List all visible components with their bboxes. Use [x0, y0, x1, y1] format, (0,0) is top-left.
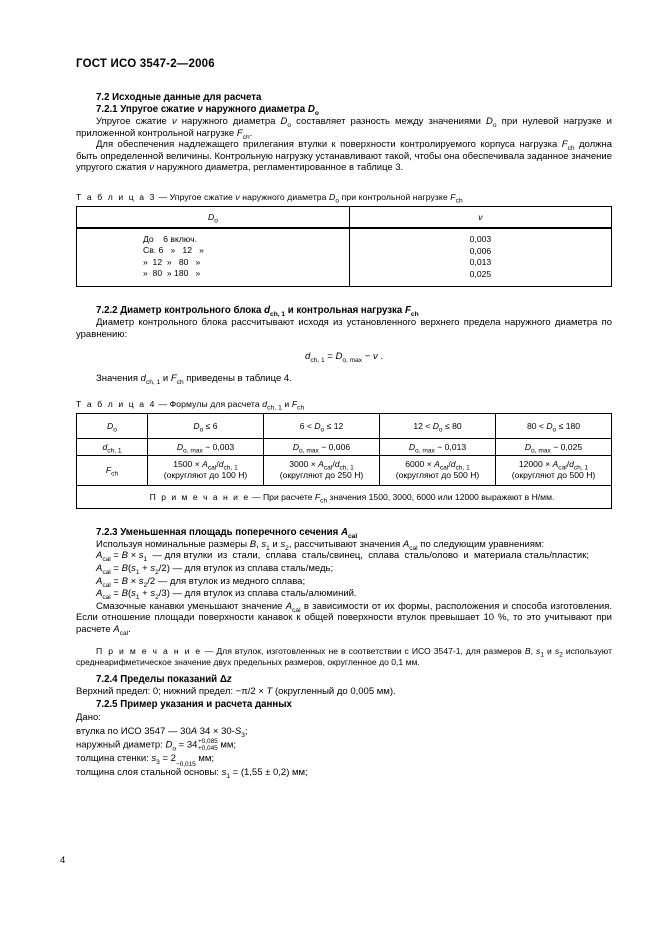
table-row — [77, 228, 612, 287]
given-od-sup: +0,085 — [197, 737, 218, 745]
table3-value-4: 0,025 — [469, 268, 492, 279]
heading-7-2: 7.2 Исходные данные для расчета — [96, 92, 262, 103]
given-steel-label: толщина слоя стальной основы: — [76, 767, 222, 778]
table-3 — [76, 206, 612, 287]
table3-value-2: 0,006 — [469, 245, 492, 256]
page-content — [76, 58, 612, 780]
given-bushing-a: A — [190, 725, 198, 737]
table4-header-col3: $6 < D_o \le 12$ — [264, 413, 380, 438]
table3-header-do-var: D — [207, 211, 215, 222]
table4-fch-round-1: (округляют до 100 H) — [163, 470, 248, 481]
given-od-sub: +0,045 — [197, 744, 218, 752]
table4-fch-factor-4: 12000 — [518, 458, 543, 469]
table3-ranges-cell — [77, 228, 350, 287]
table4-dch-delta-2: 0,006 — [328, 441, 351, 452]
table4-dch-cell-3: $D_{o, max} - 0,013$ — [380, 438, 496, 455]
table4-row-dch — [77, 438, 612, 455]
table3-value-1: 0,003 — [469, 234, 492, 245]
formula-line-3: $A_{cal} = B \times s_2/2$ — для втулок из медного сплава; — [96, 575, 306, 589]
table4-fch-factor-1: 1500 — [173, 458, 193, 469]
para-7-2-3-2: Смазочные канавки уменьшают значение $A_{cal}$ в зависимости от их формы, расположения и способа изготовления. Если отношение площади поверхности канавок к общей поверхности втулок превышает 10 %, то это учитывают при расчете $A_{cal}$. — [76, 600, 612, 637]
para-7-2-1-2: Для обеспечения надлежащего прилегания втулки к поверхности контролируемого корпуса нагрузка $F_{ch}$ должна быть определенной величины. Контрольную нагрузку устанавливают такой, чтобы она обеспечивала заданное значение упругого сжатия ν наружного диаметра, регламентированное в таблице 3. — [76, 139, 613, 174]
table4-caption: Т а б л и ц а 4 — Формулы для расчета $d_{ch, 1}$ и $F_{ch}$ — [76, 398, 305, 412]
para-7-2-1-1: Упругое сжатие ν наружного диаметра $D_o$ составляет разность между значениями $D_o$ при нулевой нагрузке и приложенной контрольной нагрузке $F_{ch}$. — [76, 116, 612, 141]
para-7-2-4-1: Верхний предел: 0; нижний предел: −π/2 × T (округленный до 0,005 мм). — [76, 685, 396, 697]
table4-note-cell: П р и м е ч а н и е — При расчете $F_{ch}$ значения 1500, 3000, 6000 или 12000 выражают в Н/мм. — [77, 485, 612, 508]
given-od-unit: мм; — [217, 739, 237, 751]
table4-fch-factor-2: 3000 — [289, 458, 309, 469]
d-o-sub: o — [314, 109, 319, 117]
heading-7-2-1-pre: 7.2.1 Упругое сжатие — [96, 104, 198, 115]
table4-dch-delta-4: 0,025 — [560, 441, 583, 452]
given-steel-layer — [76, 766, 612, 780]
given-steel-eq: = (1,55 ± 0,2) мм; — [230, 767, 308, 778]
table4-fch-cell-4: $12000 \times A_{cal}/d_{ch, 1}$ (округляют до 500 H) — [496, 455, 612, 485]
given-bushing-label: втулка по ИСО 3547 — 30 — [76, 725, 191, 737]
para-7-2-2-1: Диаметр контрольного блока рассчитывают исходя из установленного верхнего предела наружного диаметра по уравнению: — [76, 316, 612, 340]
given-bushing-s: S — [234, 725, 242, 737]
given-od-var: D — [165, 739, 173, 751]
formula-line-1: $A_{cal} = B \times s_1$ — для втулки из стали, сплава сталь/свинец, сплава сталь/олово и материала сталь/пластик; — [96, 550, 590, 564]
note-7-2-3-label: П р и м е ч а н и е — [96, 645, 202, 656]
nu-symbol: ν — [197, 104, 203, 115]
table4-row-fch — [77, 455, 612, 485]
given-steel-var: s — [221, 767, 227, 778]
table3-values-cell — [349, 228, 611, 287]
table3-header-nu — [349, 206, 611, 228]
table4-caption-label: Т а б л и ц а 4 — [76, 398, 156, 409]
table4-header-col4: $12 < D_o \le 80$ — [380, 413, 496, 438]
table4-fch-round-4: (округляют до 500 H) — [511, 470, 596, 481]
table3-header-nu-sym: ν — [478, 211, 483, 222]
table4-header-col2: $D_o \le 6$ — [148, 413, 264, 438]
given-od-label: наружный диаметр: — [76, 739, 166, 751]
given-wall-label: толщина стенки: — [76, 753, 152, 765]
table4-header-row — [77, 413, 612, 438]
given-wall-eq: = 2 — [159, 753, 176, 765]
table4-dch-cell-4: $D_{o, max} - 0,025$ — [496, 438, 612, 455]
equation-dch1: $d_{ch, 1} = D_{o, max} - \nu$ . — [305, 351, 383, 365]
table-4 — [76, 413, 612, 509]
table4-row-dch-label: $d_{ch, 1}$ — [77, 438, 148, 455]
given-wall-sub: −0,015 — [175, 761, 196, 768]
heading-7-2-2: 7.2.2 Диаметр контрольного блока $d_{ch, 1}$ и контрольная нагрузка $F_{ch}$ — [96, 304, 419, 318]
table3-range-1: До 6 включ. — [143, 233, 197, 244]
heading-7-2-1-post: наружного диаметра — [202, 104, 308, 115]
given-steel-var-sub: 1 — [226, 772, 231, 780]
table3-range-2: Св. 6 » 12 » — [143, 245, 204, 256]
given-wall-var: s — [151, 753, 157, 765]
given-label: Дано: — [76, 712, 101, 724]
table3-header-row — [77, 206, 612, 228]
table4-row-fch-label: $F_{ch}$ — [77, 455, 148, 485]
table3-range-4: » 80 » 180 » — [143, 268, 201, 279]
table4-fch-cell-3: $6000 \times A_{cal}/d_{ch, 1}$ (округляют до 500 H) — [380, 455, 496, 485]
heading-7-2-4: 7.2.4 Пределы показаний Δz — [96, 673, 232, 685]
given-outer-diameter — [76, 738, 612, 752]
table4-fch-round-2: (округляют до 250 H) — [279, 470, 364, 481]
table4-header-do: $D_o$ — [77, 413, 148, 438]
table4-dch-cell-1: $D_{o, max} - 0,003$ — [148, 438, 264, 455]
table3-header-do-sub: o — [214, 217, 218, 225]
given-wall-var-sub: 3 — [156, 759, 160, 766]
table4-fch-cell-1: $1500 \times A_{cal}/d_{ch, 1}$ (округляют до 100 H) — [148, 455, 264, 485]
given-bushing: втулка по ИСО 3547 — 30A $34 \times 30-S_3$; — [76, 725, 248, 739]
para-7-2-3-1: Используя номинальные размеры B, $s_1$ и $s_2$, рассчитывают значения $A_{cal}$ по следующим уравнениям: — [96, 538, 545, 552]
formula-line-4: $A_{cal} = B(s_1 + s_2/3)$ — для втулок из сплава сталь/алюминий. — [96, 588, 357, 602]
note-7-2-3: П р и м е ч а н и е — Для втулок, изготовленных не в соответствии с ИСО 3547-1, для размеров B, $s_1$ и $s_2$ используют среднеарифметическое значение двух предельных размеров, округленное до 0,1 мм. — [76, 645, 612, 667]
para-7-2-2-2: Значения $d_{ch, 1}$ и $F_{ch}$ приведены в таблице 4. — [96, 373, 292, 387]
table4-fch-cell-2: $3000 \times A_{cal}/d_{ch, 1}$ (округляют до 250 H) — [264, 455, 380, 485]
table3-range-3: » 12 » 80 » — [143, 256, 201, 267]
table4-fch-factor-3: 6000 — [405, 458, 425, 469]
page-number: 4 — [60, 855, 66, 866]
table4-dch-delta-1: 0,003 — [212, 441, 235, 452]
given-wall-unit: мм; — [195, 753, 215, 765]
given-od-eq: = 34 — [176, 739, 198, 751]
table3-caption: Т а б л и ц а 3 — Упругое сжатие ν наружного диаметра $D_o$ при контрольной нагрузке $F_{ch}$ — [76, 191, 463, 205]
table4-header-col5: $80 < D_o \le 180$ — [496, 413, 612, 438]
table4-fch-round-3: (округляют до 500 H) — [395, 470, 480, 481]
formula-line-2: $A_{cal} = B(s_1 + s_2/2)$ — для втулок из сплава сталь/медь; — [96, 562, 334, 576]
d-o-var: D — [307, 104, 315, 115]
standard-header: ГОСТ ИСО 3547-2—2006 — [76, 58, 215, 70]
heading-7-2-1 — [76, 104, 612, 115]
given-od-tolerance — [198, 738, 218, 752]
table4-dch-delta-3: 0,013 — [444, 441, 467, 452]
given-bushing-s-sub: 3 — [241, 731, 245, 739]
given-od-var-sub: o — [172, 745, 177, 753]
given-bushing-rest: 34 × 30- — [197, 725, 235, 737]
table3-caption-label: Т а б л и ц а 3 — [76, 191, 156, 202]
heading-7-2-5: 7.2.5 Пример указания и расчета данных — [96, 699, 292, 711]
table3-value-3: 0,013 — [469, 257, 492, 268]
table4-note-label: П р и м е ч а н и е — [149, 491, 250, 502]
table3-header-do — [77, 206, 350, 228]
given-wall-thickness — [76, 752, 612, 766]
heading-7-2-3: 7.2.3 Уменьшенная площадь поперечного сечения $A_{cal}$ — [96, 526, 358, 540]
table4-dch-cell-2: $D_{o, max} - 0,006$ — [264, 438, 380, 455]
table4-note-row — [77, 485, 612, 508]
